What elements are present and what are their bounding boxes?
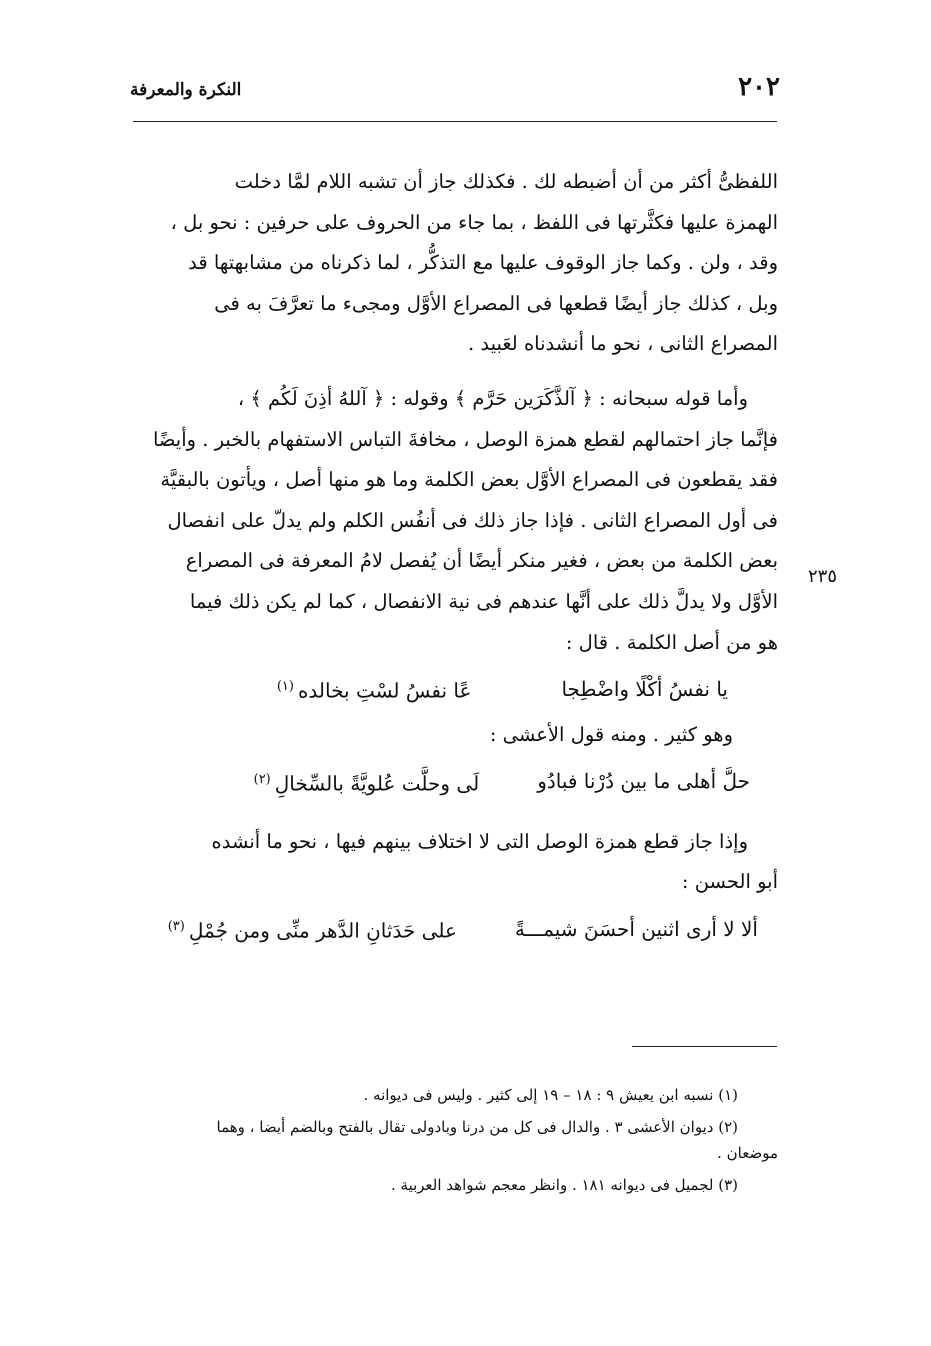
- text-line: وبل ، كذلك جاز أيضًا قطعها فى المصراع الأوَّل ومجىء ما تعرَّفَ به فى: [214, 291, 778, 315]
- main-text: [128, 162, 778, 955]
- page-header: [130, 72, 780, 112]
- text-line: أبو الحسن :: [681, 870, 778, 894]
- verse-line: [128, 663, 778, 715]
- page-number: ٢٠٢: [738, 72, 780, 102]
- footnotes: [128, 1082, 778, 1204]
- text-line: وقد ، ولن . وكما جاز الوقوف عليها مع التذكُّر ، لما ذكرناه من مشابهتها قد: [188, 251, 778, 275]
- verse-first-hemistich: حلَّ أهلى ما بين دُرْنا فبادُو: [537, 769, 750, 794]
- text-line: الهمزة عليها فكثَّرتها فى اللفظ ، بما جاء من الحروف على حرفين : نحو بل ،: [170, 210, 778, 234]
- footnote: (٢) ديوان الأعشى ٣ . والدال فى كل من درنا وبادولى تقال بالفتح وبالضم أيضا ، وهما: [216, 1118, 738, 1136]
- margin-page-number: ٢٣٥: [808, 566, 838, 587]
- verse-first-hemistich: يا نفسُ أكْلًا واضْطِجا: [561, 676, 728, 701]
- text-line: بعض الكلمة من بعض ، فغير منكر أيضًا أن يُفصل لامُ المعرفة فى المصراع: [185, 549, 778, 573]
- text-line: فإنَّما جاز احتمالهم لقطع همزة الوصل ، مخافةَ التباس الاستفهام بالخبر . وأيضًا: [152, 427, 778, 451]
- text-line: وإذا جاز قطع همزة الوصل التى لا اختلاف بينهم فيها ، نحو ما أنشده: [211, 829, 748, 853]
- text-line: فى أول المصراع الثانى . فإذا جاز ذلك فى أنفُس الكلم ولم يدلّ على انفصال: [167, 508, 778, 532]
- text-line: الأوَّل ولا يدلَّ ذلك على أنَّها عندهم فى نية الانفصال ، كما لم يكن ذلك فيما: [189, 589, 778, 613]
- footnote-ref: (٣): [167, 918, 185, 934]
- footnote-continuation: موضعان .: [717, 1144, 778, 1162]
- footnote: (٣) لجميل فى ديوانه ١٨١ . وانظر معجم شواهد العربية .: [390, 1176, 738, 1194]
- text-line: فقد يقطعون فى المصراع الأوَّل بعض الكلمة وما هو منها أصل ، ويأتون بالبقيَّة: [160, 468, 778, 492]
- text-line: اللفظىُّ أكثر من أن أضبطه لك . فكذلك جاز أن تشبه اللام لمَّا دخلت: [234, 170, 778, 193]
- verse-line: [128, 756, 778, 808]
- footnote-ref: (١): [276, 679, 294, 694]
- verse-line: [128, 903, 778, 955]
- text-line: وأما قوله سبحانه : ﴿ آلذَّكَرَين حَرَّم ﴾ وقوله : ﴿ آللهُ أذِنَ لَكُم ﴾ ،: [237, 386, 748, 410]
- header-rule: [133, 121, 777, 122]
- verse-second-text: على حَدَثانِ الدَّهر منِّى ومن جُمْلِ: [188, 918, 457, 943]
- footnote: (١) نسبه ابن يعيش ٩ : ١٨ – ١٩ إلى كثير . وليس فى ديوانه .: [363, 1086, 738, 1104]
- footnote-ref: (٢): [253, 771, 271, 787]
- verse-first-hemistich: ألا لا أرى اثنين أحسَنَ شيمـــةً: [514, 916, 758, 941]
- running-title: النكرة والمعرفة: [130, 80, 242, 100]
- verse-second-hemistich: [277, 667, 472, 711]
- verse-second-text: عًا نفسُ لسْتِ بخالده: [297, 678, 472, 703]
- verse-second-text: لَى وحلَّت عُلويَّةً بالسِّخالِ: [274, 771, 480, 796]
- verse-second-hemistich: [254, 760, 480, 804]
- footnote-rule: [632, 1046, 777, 1047]
- text-line: هو من أصل الكلمة . قال :: [565, 630, 778, 654]
- text-line: المصراع الثانى ، نحو ما أنشدناه لعَبيد .: [468, 332, 778, 356]
- text-line: وهو كثير . ومنه قول الأعشى :: [489, 723, 733, 747]
- verse-second-hemistich: [168, 907, 457, 951]
